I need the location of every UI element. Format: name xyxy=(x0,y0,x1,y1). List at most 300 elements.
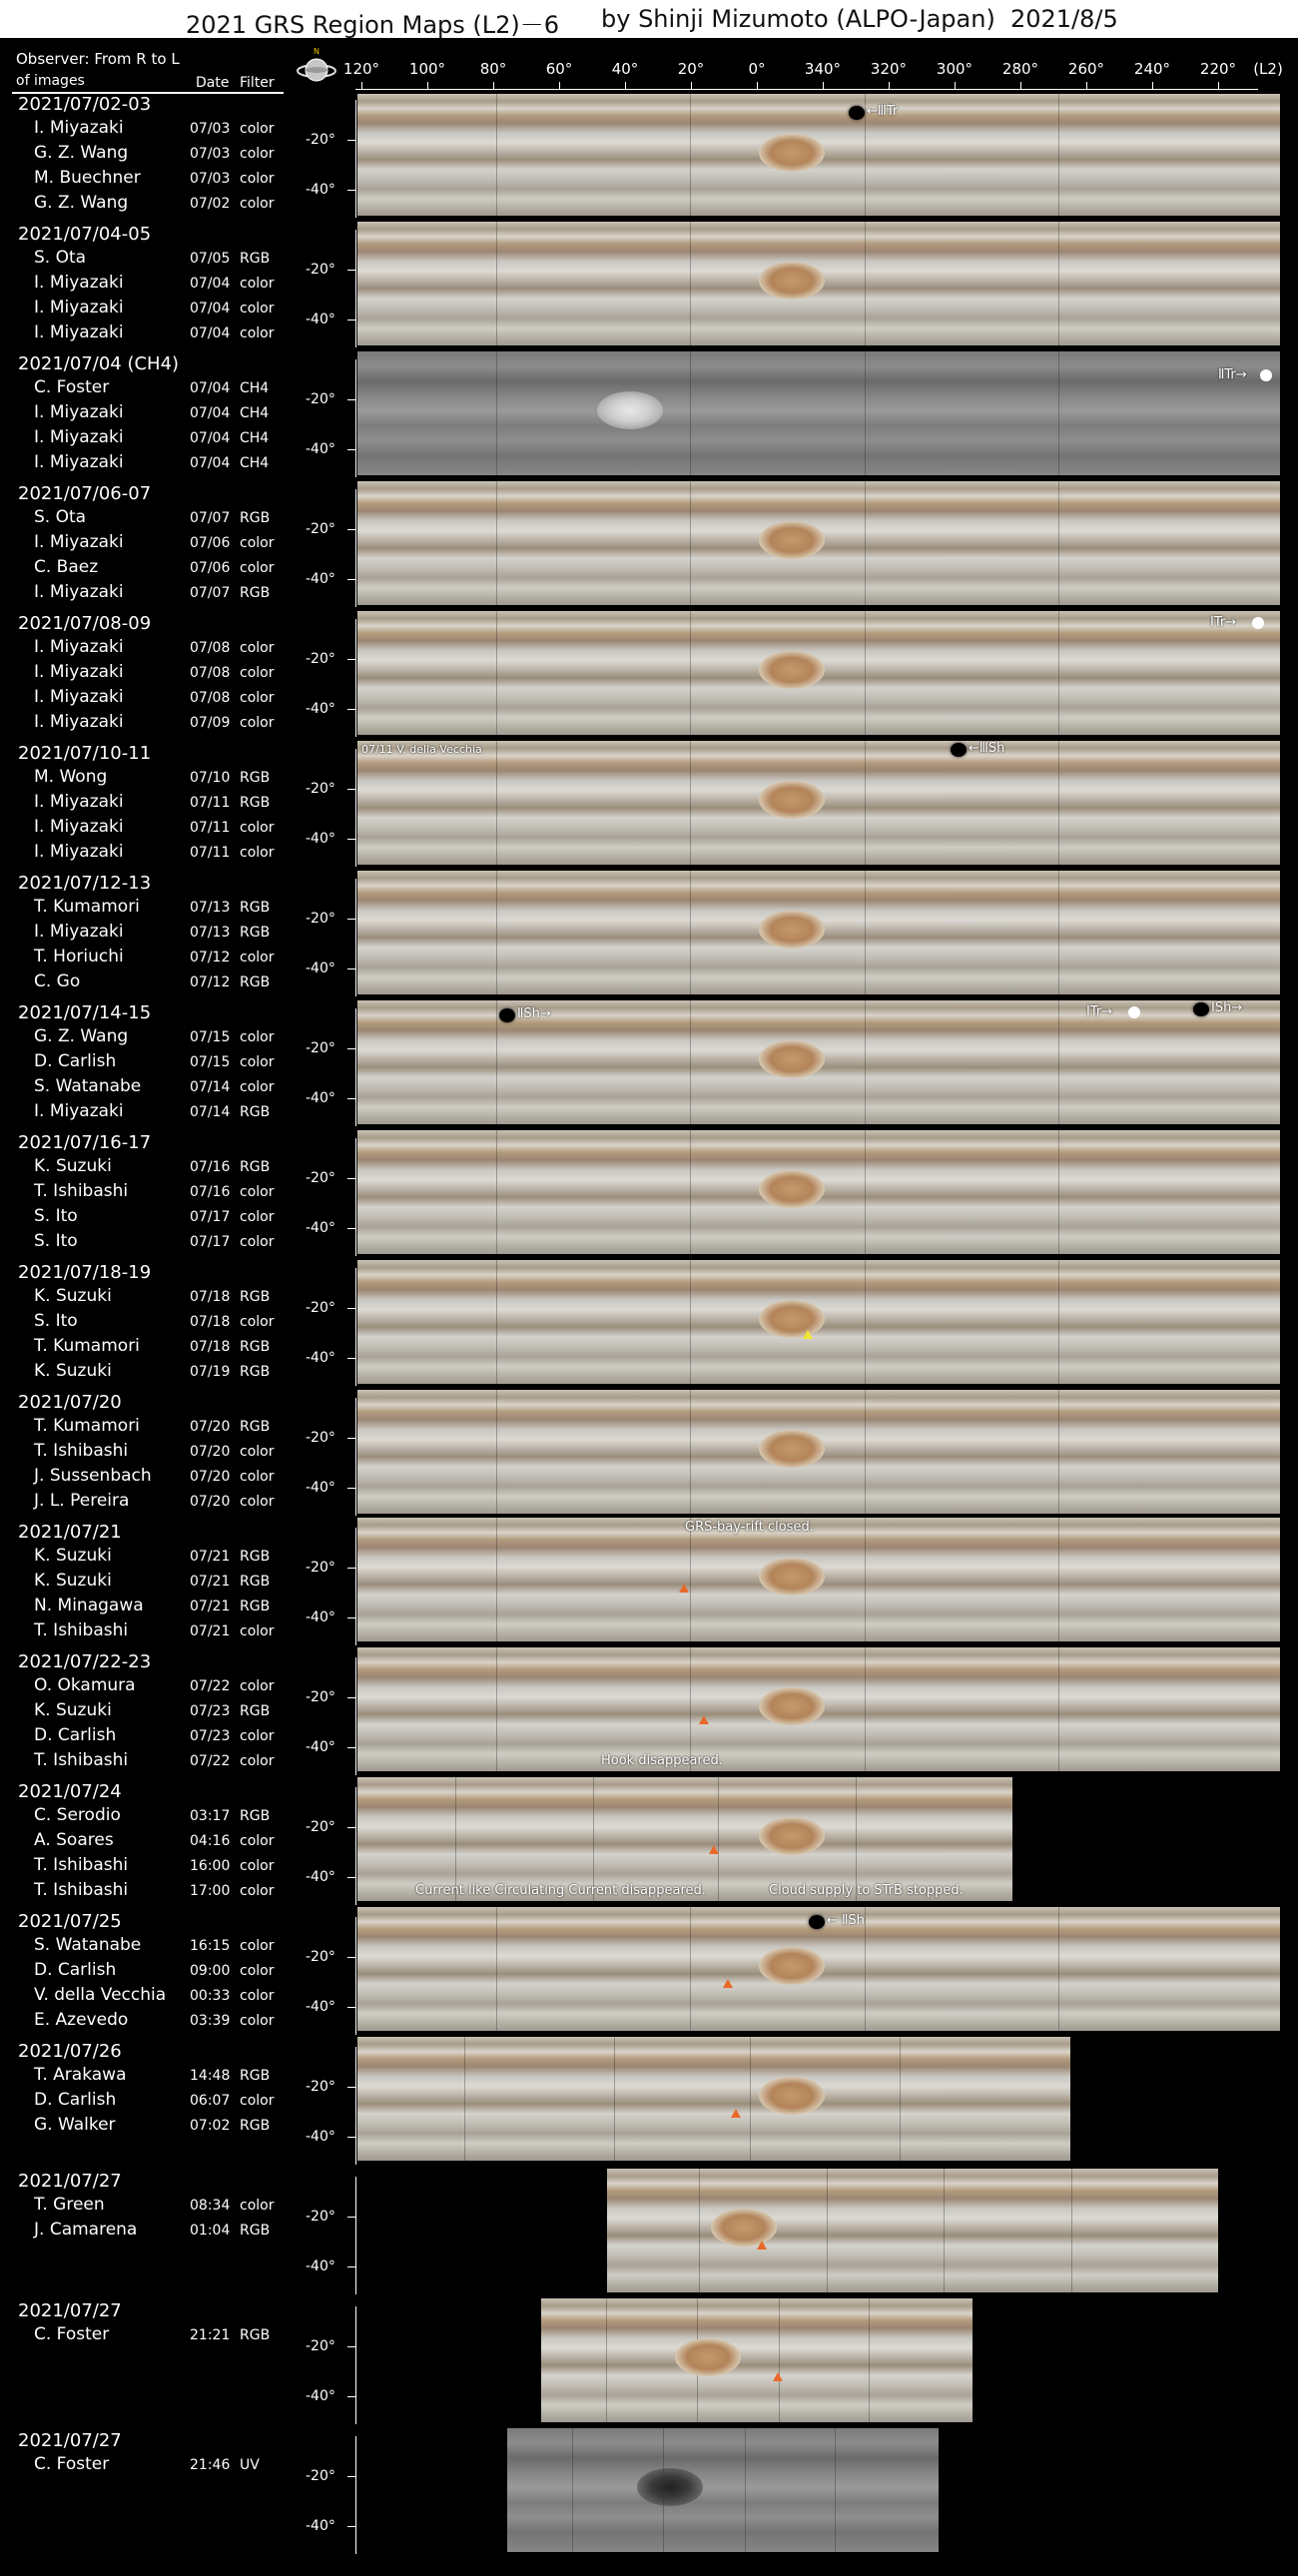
latitude-label: -20° xyxy=(306,2338,335,2354)
observer-filter: color xyxy=(240,196,275,212)
image-seam xyxy=(944,2169,945,2292)
page-title: 2021 GRS Region Maps (L2)－6 xyxy=(186,11,560,39)
observer-filter: RGB xyxy=(240,1104,271,1120)
image-seam xyxy=(496,1647,497,1771)
observer-time: 07/15 xyxy=(190,1054,231,1070)
observer-name: G. Z. Wang xyxy=(34,1026,129,1046)
latitude-tick xyxy=(347,1568,355,1569)
moon-event-label: ⅠSh→ xyxy=(1211,1000,1243,1015)
image-seam xyxy=(1058,1518,1059,1641)
latitude-tick xyxy=(347,2396,355,2397)
observer-filter: color xyxy=(240,1883,275,1899)
longitude-tick-mark xyxy=(823,82,824,90)
jupiter-map-strip xyxy=(507,2428,939,2552)
observer-name: G. Z. Wang xyxy=(34,143,129,163)
observer-name: M. Wong xyxy=(34,767,108,787)
image-seam xyxy=(835,2428,836,2552)
great-red-spot xyxy=(759,1687,825,1725)
image-seam xyxy=(496,611,497,735)
observer-name: T. Arakawa xyxy=(34,2065,127,2085)
image-seam xyxy=(865,1907,866,2031)
image-seam xyxy=(690,222,691,345)
latitude-label: -20° xyxy=(306,262,335,278)
great-red-spot xyxy=(759,1430,825,1468)
latitude-tick xyxy=(347,320,355,321)
observer-filter: color xyxy=(240,1858,275,1874)
image-seam xyxy=(718,1777,719,1901)
longitude-tick-mark xyxy=(889,82,890,90)
observer-time: 07/04 xyxy=(190,455,231,471)
observer-filter: color xyxy=(240,1184,275,1200)
observer-name: C. Baez xyxy=(34,557,99,577)
latitude-label: -20° xyxy=(306,651,335,667)
observer-filter: UV xyxy=(240,2457,260,2473)
observer-name: D. Carlish xyxy=(34,1725,117,1745)
latitude-label: -20° xyxy=(306,1430,335,1446)
image-seam xyxy=(865,94,866,216)
image-credit-caption: 07/11 V. della Vecchia xyxy=(361,743,482,756)
observer-name: C. Foster xyxy=(34,377,110,397)
longitude-tick-label: 120° xyxy=(342,60,380,78)
longitude-tick-mark xyxy=(493,82,494,90)
observer-time: 07/11 xyxy=(190,845,231,861)
latitude-tick xyxy=(347,789,355,790)
observer-time: 07/17 xyxy=(190,1209,231,1225)
latitude-label: -40° xyxy=(306,1739,335,1755)
observer-filter: color xyxy=(240,1988,275,2004)
observer-time: 07/21 xyxy=(190,1599,231,1614)
image-seam xyxy=(1058,1647,1059,1771)
observer-name: I. Miyazaki xyxy=(34,712,124,732)
feature-marker-icon xyxy=(773,2372,783,2381)
latitude-axis-line xyxy=(355,359,356,477)
observer-name: I. Miyazaki xyxy=(34,687,124,707)
observer-filter: color xyxy=(240,820,275,836)
latitude-tick xyxy=(347,1617,355,1618)
image-seam xyxy=(690,1260,691,1384)
moon-event-label: ← ⅡSh xyxy=(827,1913,865,1928)
jupiter-map-strip xyxy=(357,1777,1012,1901)
observer-filter: color xyxy=(240,1314,275,1330)
great-red-spot xyxy=(759,1817,825,1855)
great-red-spot xyxy=(759,651,825,689)
observer-time: 07/08 xyxy=(190,665,231,681)
observer-time: 07/12 xyxy=(190,974,231,990)
image-seam xyxy=(496,351,497,475)
latitude-label: -40° xyxy=(306,2129,335,2145)
latitude-axis-line xyxy=(355,1787,356,1905)
observer-time: 03:39 xyxy=(190,2013,231,2029)
observer-name: I. Miyazaki xyxy=(34,1101,124,1121)
longitude-tick-label: 100° xyxy=(408,60,446,78)
latitude-axis-line xyxy=(355,100,356,218)
latitude-tick xyxy=(347,1098,355,1099)
observer-time: 00:33 xyxy=(190,1988,231,2004)
latitude-tick xyxy=(347,579,355,580)
latitude-tick xyxy=(347,1488,355,1489)
image-seam xyxy=(690,1130,691,1254)
image-seam xyxy=(900,2037,901,2161)
image-seam xyxy=(690,94,691,216)
jupiter-map-strip xyxy=(357,741,1280,865)
image-seam xyxy=(690,1390,691,1514)
observer-name: T. Green xyxy=(34,2195,105,2215)
observer-time: 07/14 xyxy=(190,1104,231,1120)
longitude-axis-line xyxy=(355,89,1258,90)
jupiter-map-strip xyxy=(357,1390,1280,1514)
latitude-tick xyxy=(347,1178,355,1179)
observer-filter: color xyxy=(240,2093,275,2109)
latitude-label: -20° xyxy=(306,1300,335,1316)
observer-name: S. Ota xyxy=(34,507,87,527)
observer-filter: RGB xyxy=(240,1574,271,1590)
observer-time: 06:07 xyxy=(190,2093,231,2109)
image-seam xyxy=(496,1260,497,1384)
great-red-spot xyxy=(759,781,825,819)
observer-name: I. Miyazaki xyxy=(34,792,124,812)
observer-time: 07/22 xyxy=(190,1678,231,1694)
latitude-axis-line xyxy=(355,2306,356,2424)
latitude-axis-line xyxy=(355,2177,356,2294)
observer-filter: RGB xyxy=(240,2223,271,2239)
observer-filter: RGB xyxy=(240,585,271,601)
latitude-tick xyxy=(347,190,355,191)
panel-date: 2021/07/27 xyxy=(18,2430,122,2451)
observer-time: 07/13 xyxy=(190,900,231,916)
observer-time: 07/13 xyxy=(190,925,231,941)
observer-name: K. Suzuki xyxy=(34,1286,112,1306)
observer-time: 07/04 xyxy=(190,405,231,421)
observer-name: I. Miyazaki xyxy=(34,118,124,138)
observer-name: C. Foster xyxy=(34,2324,110,2344)
latitude-tick xyxy=(347,1827,355,1828)
image-seam xyxy=(865,1647,866,1771)
image-seam xyxy=(606,2298,607,2422)
observer-time: 07/12 xyxy=(190,950,231,966)
latitude-tick xyxy=(347,1747,355,1748)
latitude-tick xyxy=(347,659,355,660)
jupiter-map-strip xyxy=(357,2037,1070,2161)
observer-name: I. Miyazaki xyxy=(34,298,124,318)
observer-name: S. Watanabe xyxy=(34,1935,142,1955)
longitude-tick-label: 300° xyxy=(936,60,974,78)
observer-name: D. Carlish xyxy=(34,1051,117,1071)
latitude-axis-line xyxy=(355,230,356,347)
image-seam xyxy=(572,2428,573,2552)
image-seam xyxy=(690,351,691,475)
observer-time: 07/11 xyxy=(190,820,231,836)
observer-filter: color xyxy=(240,1833,275,1849)
image-seam xyxy=(865,1130,866,1254)
latitude-tick xyxy=(347,2087,355,2088)
observer-time: 07/23 xyxy=(190,1703,231,1719)
latitude-axis-line xyxy=(355,2436,356,2554)
latitude-tick xyxy=(347,2217,355,2218)
observer-filter: color xyxy=(240,1029,275,1045)
observer-time: 07/19 xyxy=(190,1364,231,1380)
latitude-label: -40° xyxy=(306,571,335,587)
longitude-tick-label: 20° xyxy=(677,60,705,78)
image-seam xyxy=(496,1130,497,1254)
image-seam xyxy=(865,1390,866,1514)
latitude-axis-line xyxy=(355,1008,356,1126)
moon-shadow-icon xyxy=(849,106,865,120)
latitude-tick xyxy=(347,2007,355,2008)
observer-time: 21:46 xyxy=(190,2457,231,2473)
observation-note: Current like Circulating Current disappeared. xyxy=(415,1883,706,1898)
image-seam xyxy=(496,222,497,345)
great-red-spot xyxy=(759,1300,825,1338)
column-date: Date xyxy=(196,75,230,91)
observer-time: 07/03 xyxy=(190,121,231,137)
jupiter-map-strip xyxy=(357,611,1280,735)
image-seam xyxy=(869,2298,870,2422)
panel-date: 2021/07/21 xyxy=(18,1522,122,1543)
observer-filter: color xyxy=(240,171,275,187)
observer-name: I. Miyazaki xyxy=(34,532,124,552)
observer-filter: CH4 xyxy=(240,455,270,471)
observer-time: 07/21 xyxy=(190,1549,231,1565)
observer-time: 07/23 xyxy=(190,1728,231,1744)
latitude-tick xyxy=(347,1438,355,1439)
latitude-tick xyxy=(347,2346,355,2347)
longitude-unit-label: (L2) xyxy=(1253,60,1283,78)
observer-filter: color xyxy=(240,121,275,137)
observer-filter: color xyxy=(240,665,275,681)
observer-time: 07/10 xyxy=(190,770,231,786)
latitude-axis-line xyxy=(355,1138,356,1256)
image-seam xyxy=(1058,1000,1059,1124)
observer-time: 07/16 xyxy=(190,1159,231,1175)
jupiter-map-strip xyxy=(357,481,1280,605)
jupiter-map-strip xyxy=(357,1000,1280,1124)
observer-time: 01:04 xyxy=(190,2223,231,2239)
observer-filter: CH4 xyxy=(240,380,270,396)
longitude-tick-label: 240° xyxy=(1133,60,1171,78)
observer-name: K. Suzuki xyxy=(34,1361,112,1381)
observer-name: T. Ishibashi xyxy=(34,1441,129,1461)
latitude-label: -20° xyxy=(306,1560,335,1576)
image-seam xyxy=(690,1518,691,1641)
latitude-tick xyxy=(347,2476,355,2477)
observer-time: 09:00 xyxy=(190,1963,231,1979)
observer-time: 07/16 xyxy=(190,1184,231,1200)
observer-time: 07/18 xyxy=(190,1314,231,1330)
latitude-label: -40° xyxy=(306,1999,335,2015)
observer-name: M. Buechner xyxy=(34,168,141,188)
observer-name: I. Miyazaki xyxy=(34,322,124,342)
observer-filter: RGB xyxy=(240,1599,271,1614)
latitude-axis-line xyxy=(355,749,356,867)
great-red-spot xyxy=(759,521,825,559)
observer-name: I. Miyazaki xyxy=(34,922,124,942)
observer-filter: RGB xyxy=(240,1808,271,1824)
observer-name: G. Z. Wang xyxy=(34,193,129,213)
jupiter-map-strip xyxy=(357,871,1280,994)
image-seam xyxy=(745,2428,746,2552)
observer-name: I. Miyazaki xyxy=(34,662,124,682)
longitude-tick-mark xyxy=(1218,82,1219,90)
observer-filter: color xyxy=(240,146,275,162)
longitude-tick-mark xyxy=(559,82,560,90)
panel-date: 2021/07/20 xyxy=(18,1392,122,1413)
observer-name: T. Ishibashi xyxy=(34,1750,129,1770)
panel-date: 2021/07/14-15 xyxy=(18,1002,152,1023)
longitude-tick-mark xyxy=(427,82,428,90)
feature-marker-icon xyxy=(679,1584,689,1593)
observer-filter: color xyxy=(240,1209,275,1225)
panel-date: 2021/07/24 xyxy=(18,1781,122,1802)
great-red-spot xyxy=(759,1040,825,1078)
observer-filter: color xyxy=(240,640,275,656)
panel-date: 2021/07/04 (CH4) xyxy=(18,353,180,374)
feature-marker-icon xyxy=(731,2109,741,2118)
moon-event-label: ←ⅢSh xyxy=(969,741,1005,756)
moon-shadow-icon xyxy=(951,743,967,757)
latitude-label: -40° xyxy=(306,1220,335,1236)
observer-time: 07/07 xyxy=(190,510,231,526)
observer-time: 07/02 xyxy=(190,196,231,212)
author-credit: by Shinji Mizumoto (ALPO-Japan) xyxy=(601,5,995,33)
observer-filter: RGB xyxy=(240,2118,271,2134)
moon-event-label: ←ⅢTr xyxy=(867,104,899,119)
observer-filter: color xyxy=(240,1623,275,1639)
longitude-tick-label: 320° xyxy=(870,60,908,78)
observer-filter: RGB xyxy=(240,1364,271,1380)
observer-name: T. Ishibashi xyxy=(34,1181,129,1201)
observer-filter: color xyxy=(240,1444,275,1460)
image-seam xyxy=(690,1907,691,2031)
image-seam xyxy=(865,1260,866,1384)
latitude-label: -20° xyxy=(306,781,335,797)
observer-filter: color xyxy=(240,1494,275,1510)
latitude-tick xyxy=(347,529,355,530)
observer-filter: RGB xyxy=(240,1549,271,1565)
latitude-label: -40° xyxy=(306,1350,335,1366)
feature-marker-icon xyxy=(709,1845,719,1854)
moon-transit-icon xyxy=(1252,617,1264,629)
observer-time: 07/04 xyxy=(190,276,231,292)
latitude-tick xyxy=(347,449,355,450)
image-seam xyxy=(865,741,866,865)
observer-time: 07/18 xyxy=(190,1339,231,1355)
latitude-label: -20° xyxy=(306,521,335,537)
great-red-spot xyxy=(759,262,825,300)
observer-time: 07/20 xyxy=(190,1469,231,1485)
moon-event-label: ⅡTr→ xyxy=(1218,367,1247,382)
observer-time: 07/15 xyxy=(190,1029,231,1045)
observer-name: S. Ito xyxy=(34,1311,78,1331)
observer-name: S. Ito xyxy=(34,1231,78,1251)
moon-transit-icon xyxy=(1260,369,1272,381)
observer-time: 07/17 xyxy=(190,1234,231,1250)
observer-filter: RGB xyxy=(240,1419,271,1435)
observer-name: A. Soares xyxy=(34,1830,114,1850)
latitude-label: -40° xyxy=(306,701,335,717)
image-seam xyxy=(865,1518,866,1641)
observer-time: 07/05 xyxy=(190,251,231,267)
observer-name: I. Miyazaki xyxy=(34,817,124,837)
observer-time: 07/08 xyxy=(190,690,231,706)
observer-name: T. Kumamori xyxy=(34,1416,140,1436)
longitude-tick-label: 280° xyxy=(1001,60,1039,78)
observer-time: 07/04 xyxy=(190,325,231,341)
observer-time: 07:02 xyxy=(190,2118,231,2134)
observer-name: O. Okamura xyxy=(34,1675,136,1695)
observation-note: GRS-bay-rift closed. xyxy=(685,1520,814,1535)
jupiter-map-strip xyxy=(357,1647,1280,1771)
image-seam xyxy=(865,481,866,605)
observer-time: 07/09 xyxy=(190,715,231,731)
latitude-label: -20° xyxy=(306,1689,335,1705)
observer-filter: RGB xyxy=(240,251,271,267)
latitude-label: -20° xyxy=(306,2209,335,2225)
latitude-axis-line xyxy=(355,619,356,737)
observer-name: S. Ito xyxy=(34,1206,78,1226)
observer-name: C. Go xyxy=(34,971,81,991)
observer-time: 07/11 xyxy=(190,795,231,811)
latitude-axis-line xyxy=(355,1528,356,1645)
panel-date: 2021/07/25 xyxy=(18,1911,122,1932)
observer-filter: color xyxy=(240,1079,275,1095)
image-seam xyxy=(1058,611,1059,735)
feature-marker-icon xyxy=(723,1979,733,1988)
great-red-spot xyxy=(675,2338,741,2376)
feature-marker-icon xyxy=(757,2241,767,2250)
image-seam xyxy=(496,1907,497,2031)
image-seam xyxy=(1058,741,1059,865)
observer-time: 07/06 xyxy=(190,560,231,576)
jupiter-map-strip xyxy=(357,1518,1280,1641)
observer-time: 07/08 xyxy=(190,640,231,656)
great-red-spot xyxy=(759,911,825,949)
latitude-tick xyxy=(347,2266,355,2267)
observer-time: 07/03 xyxy=(190,171,231,187)
longitude-tick-mark xyxy=(1086,82,1087,90)
latitude-tick xyxy=(347,839,355,840)
panel-date: 2021/07/16-17 xyxy=(18,1132,152,1153)
latitude-tick xyxy=(347,1048,355,1049)
observer-name: I. Miyazaki xyxy=(34,582,124,602)
observer-filter: RGB xyxy=(240,795,271,811)
panel-date: 2021/07/10-11 xyxy=(18,743,152,764)
latitude-label: -20° xyxy=(306,1819,335,1835)
observer-time: 16:15 xyxy=(190,1938,231,1954)
image-seam xyxy=(614,2037,615,2161)
observer-filter: RGB xyxy=(240,925,271,941)
great-red-spot xyxy=(759,2077,825,2115)
jupiter-map-strip xyxy=(357,1130,1280,1254)
observer-filter: RGB xyxy=(240,1289,271,1305)
observer-filter: color xyxy=(240,560,275,576)
panel-date: 2021/07/22-23 xyxy=(18,1651,152,1672)
panel-date: 2021/07/27 xyxy=(18,2171,122,2192)
observer-filter: color xyxy=(240,276,275,292)
moon-transit-icon xyxy=(1128,1006,1140,1018)
observer-time: 07/20 xyxy=(190,1419,231,1435)
observation-note: Cloud supply to STrB stopped. xyxy=(769,1883,964,1898)
publish-date: 2021/8/5 xyxy=(1010,5,1118,33)
latitude-tick xyxy=(347,1358,355,1359)
image-seam xyxy=(779,2298,780,2422)
moon-event-label: ⅠTr→ xyxy=(1210,615,1237,630)
image-seam xyxy=(496,1000,497,1124)
image-seam xyxy=(1071,2169,1072,2292)
observer-time: 08:34 xyxy=(190,2198,231,2214)
image-seam xyxy=(699,2169,700,2292)
longitude-tick-label: 260° xyxy=(1067,60,1105,78)
observer-name: J. Camarena xyxy=(34,2220,138,2240)
